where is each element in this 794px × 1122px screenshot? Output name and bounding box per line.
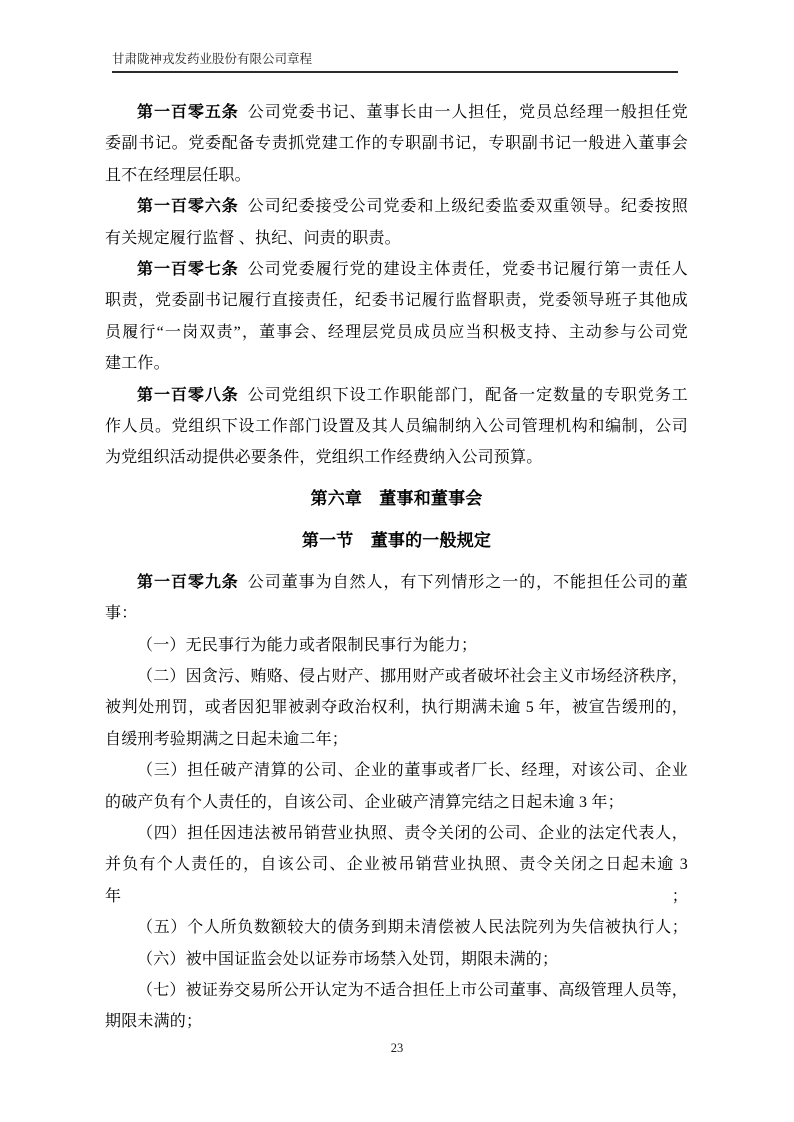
article-number: 第一百零八条 bbox=[137, 386, 239, 404]
text-line: 有关规定履行监督 、执纪、问责的职责。 bbox=[105, 229, 401, 247]
text-line: 为党组织活动提供必要条件，党组织工作经费纳入公司预算。 bbox=[105, 449, 543, 467]
text-line: 员履行“一岗双责”，董事会、经理层党员成员应当积极支持、主动参与公司党 bbox=[105, 323, 688, 341]
chapter-heading: 第六章 董事和董事会 bbox=[310, 488, 483, 508]
list-item-line: （六）被中国证监会处以证券市场禁入处罚，期限未满的； bbox=[137, 950, 559, 968]
text-line: 职责，党委副书记履行直接责任，纪委书记履行监督职责，党委领导班子其他成 bbox=[105, 292, 688, 310]
list-item-line: （三）担任破产清算的公司、企业的董事或者厂长、经理，对该公司、企业 bbox=[137, 762, 688, 780]
article-number: 第一百零五条 bbox=[137, 104, 239, 121]
text-line bbox=[105, 380, 688, 411]
article-text: 公司纪委接受公司党委和上级纪委监委双重领导。纪委按照 bbox=[247, 198, 688, 216]
text-line: 委副书记。党委配备专责抓党建工作的专职副书记，专职副书记一般进入董事会 bbox=[105, 135, 688, 153]
text-line: 作人员。党组织下设工作部门设置及其人员编制纳入公司管理机构和编制，公司 bbox=[105, 418, 688, 436]
list-item-line: （四）担任因违法被吊销营业执照、责令关闭的公司、企业的法定代表人， bbox=[137, 824, 688, 842]
list-item-line: 被判处刑罚，或者因犯罪被剥夺政治权利，执行期满未逾 5 年，被宣告缓刑的， bbox=[105, 699, 688, 717]
article-number: 第一百零七条 bbox=[137, 261, 239, 279]
list-item-line: （五）个人所负数额较大的债务到期未清偿被人民法院列为失信被执行人； bbox=[137, 919, 688, 937]
list-item-line: 并负有个人责任的，自该公司、企业被吊销营业执照、责令关闭之日起未逾 3 年； bbox=[105, 856, 688, 905]
text-line bbox=[105, 254, 688, 285]
text-line bbox=[105, 191, 688, 222]
text-line: 建工作。 bbox=[105, 355, 170, 373]
page-header bbox=[112, 51, 678, 73]
list-item-line: 自缓刑考验期满之日起未逾二年； bbox=[105, 730, 349, 748]
list-item-line: （一）无民事行为能力或者限制民事行为能力； bbox=[137, 636, 478, 654]
text-line: 事： bbox=[105, 605, 138, 623]
list-item-line: （七）被证券交易所公开认定为不适合担任上市公司董事、高级管理人员等， bbox=[137, 981, 688, 999]
article-text: 公司党组织下设工作职能部门，配备一定数量的专职党务工 bbox=[247, 386, 688, 404]
text-line bbox=[105, 567, 688, 598]
document-body bbox=[105, 97, 688, 1038]
page-number: 23 bbox=[390, 1041, 404, 1055]
article-number: 第一百零九条 bbox=[137, 573, 239, 591]
article-text: 公司党委书记、董事长由一人担任，党员总经理一般担任党 bbox=[247, 104, 688, 121]
article-text: 公司董事为自然人，有下列情形之一的，不能担任公司的董 bbox=[247, 573, 688, 591]
text-line bbox=[105, 97, 688, 128]
article-number: 第一百零六条 bbox=[137, 198, 239, 216]
page-footer bbox=[0, 1041, 794, 1056]
list-item-line: 期限未满的； bbox=[105, 1013, 203, 1031]
header-title: 甘肃陇神戎发药业股份有限公司章程 bbox=[112, 52, 313, 66]
list-item-line: 的破产负有个人责任的，自该公司、企业破产清算完结之日起未逾 3 年； bbox=[105, 793, 624, 811]
section-heading: 第一节 董事的一般规定 bbox=[301, 531, 492, 551]
text-line: 且不在经理层任职。 bbox=[105, 166, 251, 184]
list-item-line: （二）因贪污、贿赂、侵占财产、挪用财产或者破坏社会主义市场经济秩序， bbox=[137, 667, 688, 685]
article-text: 公司党委履行党的建设主体责任，党委书记履行第一责任人 bbox=[247, 261, 688, 279]
